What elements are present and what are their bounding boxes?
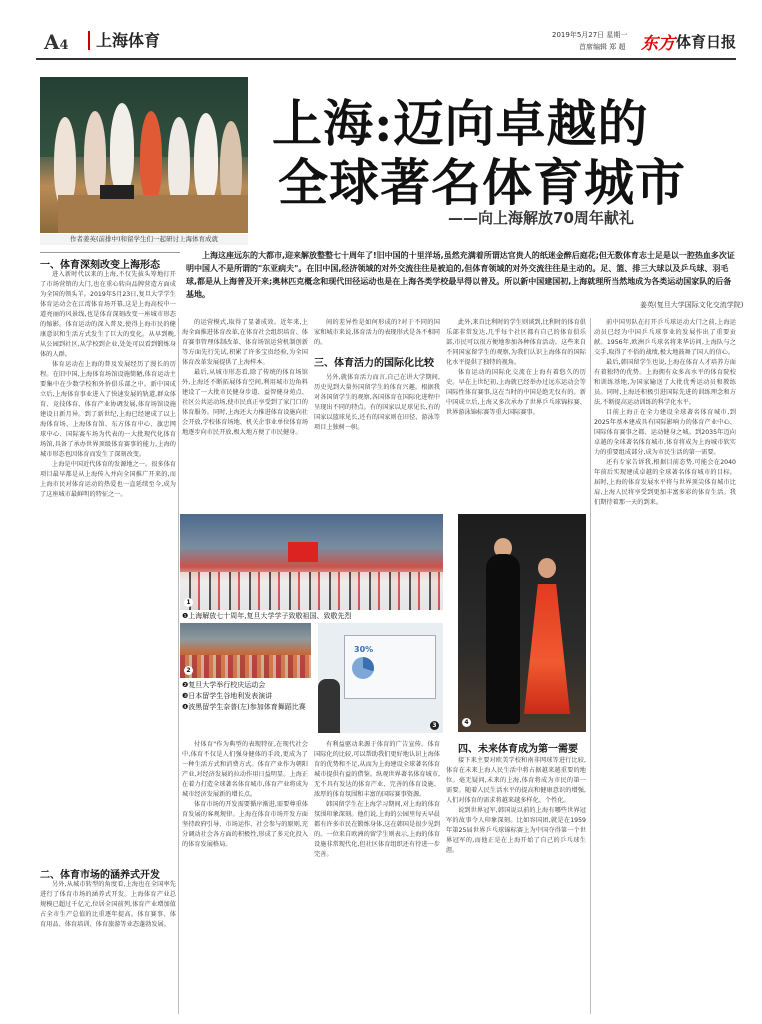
issue-date: 2019年5月27日 星期一 [552, 31, 628, 39]
paragraph: 另外,从城市转型的角度看,上海也在全国率先进行了体育市场的涵养式开发。上海体育产业总规模已超过千亿元,位居全国前列,体育产业增加值占全市生产总值的比重逐年提高。体育赛事、体育用品、体育培训、体育旅游等业态蓬勃发展。 [40, 881, 176, 928]
paragraph: 体育市场的开发需要循序渐进,需要尊重体育发展的客观规律。上海在体育市场开发方面坚持政府引导、市场运作、社会参与的原则,充分调动社会各方面的积极性,形成了多元化投入的体育发展格局。 [182, 801, 308, 848]
column-rule [178, 318, 179, 1014]
paragraph: 前中国男队在打开乒乓球运动大门之前,上海运动员已经为中国乒乓球事业的发展作出了重要贡献。1956年,欧洲乒乓球名将来华访问,上海队与之交手,取得了不俗的战绩,极大地鼓舞了国人的信心。 [594, 319, 736, 356]
photo-caption-4: 波黑留学生奈普(左)参加体育舞蹈比赛 [188, 703, 306, 711]
paragraph: 目前上海正在全力建设全球著名体育城市,到2025年基本建成具有国际影响力的体育产业中心、国际体育赛事之都、运动健身之城。到2035年迈向卓越的全球著名体育城市,体育将成为上海城市软实力的重要组成部分,成为市民生活的第一需要。 [594, 409, 736, 456]
paragraph: 最后,韩国留学生也说,上海在体育人才培养方面有着独特的优势。上海拥有众多高水平的体育院校和训练基地,为国家输送了大批优秀运动员和教练员。同时,上海还积极引进国际先进的训练理念和方法,不断提高运动训练的科学化水平。 [594, 359, 736, 406]
photo-number-badge: 2 [184, 666, 193, 675]
section-title: 上海体育 [88, 31, 160, 50]
photo-captions: ❷复旦大学举行校庆运动会 ❸日本留学生谷地利发表演讲 ❹波黑留学生奈普(左)参加体育舞蹈比赛 [182, 681, 306, 711]
article-column-4 [446, 318, 586, 508]
article-column-3b [314, 740, 440, 1014]
paragraph: 还有专家告诉我,根据目前态势,可能会在2040年前后实现建成卓越的全球著名体育城市的目标。届时,上海的体育发展水平将与世界顶尖体育城市比肩,上海人民将享受到更加丰富多彩的体育生活。我们期待着那一天的到来。 [594, 459, 736, 506]
hero-photo [40, 77, 248, 233]
photo-sports-meet [180, 623, 311, 678]
author-byline: 姜英(复旦大学国际文化交流学院) [640, 301, 744, 309]
paragraph: 进入新时代以来的上海,不仅先拔头筹地打开了市场营销的大门,也在重心转向品牌营造方面成为全国的领头羊。2019年5月23日,复旦大学学生体育运动会在江湾体育场开幕,这是上海高校中一道亮丽的风景线,也是体育深刻改变一座城市形态的缩影。体育运动的深入普及,使得上海市民的健康意识和生活方式发生了巨大的变化。从早到晚,从公园到社区,从学校到企业,处处可以看到锻炼身体的人群。 [40, 271, 176, 358]
photo-caption-2: 复旦大学举行校庆运动会 [188, 681, 266, 689]
column-rule [590, 318, 591, 1014]
article-column-5 [594, 318, 736, 1014]
headline-line-2: 全球著名体育城市 [278, 153, 686, 212]
photo-students-tribute [180, 514, 443, 610]
photo-student-speech: 30% 3 [318, 623, 443, 733]
paragraph: 另外,就体育活力而言,自己在讲大学期间,历史见到大量外国留学生的体育兴趣。根据我对各国留学生的观察,各国体育在国际化进程中呈现出不同的特点。有的国家以足球见长,有的国家以篮球见长,还有的国家则在田径、游泳等项目上独树一帜。 [314, 374, 440, 431]
photo-number-badge: 1 [184, 598, 193, 607]
page-number: A4 [44, 30, 69, 54]
editor-credit: 首席编辑 郑 超 [579, 43, 626, 51]
headline-line-1: 上海:迈向卓越的 [272, 94, 649, 153]
photo-caption-3: 日本留学生谷地利发表演讲 [188, 692, 273, 700]
photo-number-badge: 4 [462, 718, 471, 727]
paragraph: 的运营模式,取得了显著成效。近年来,上海全面推进体育改革,在体育社会组织培育、体育赛事管理体制改革、体育场馆运营机制创新等方面先行先试,积累了许多宝贵经验,为全国体育改革发展提供了上海样本。 [182, 319, 308, 366]
article-column-3 [314, 318, 440, 508]
paragraph: 体育运动在上海的普及发展经历了漫长的历程。在旧中国,上海体育场馆设施简陋,体育运动主要集中在少数学校和外侨俱乐部之中。新中国成立后,上海体育事业进入了快速发展的轨道,群众体育、竞技体育、体育产业协调发展,体育场馆设施建设日新月异。到了新世纪,上海已经建成了以上海体育场、上海体育馆、东方体育中心、旗忠网球中心、国际赛车场为代表的一大批现代化体育场馆,具备了承办世界顶级体育赛事的能力,上海的城市形态也因体育而发生了深刻改变。 [40, 361, 176, 458]
photo-number-badge: ❶ [182, 612, 189, 620]
photo-dancesport [458, 514, 586, 732]
section-heading-1: 一、体育深刻改变上海形态 [40, 260, 160, 271]
article-column-2b [182, 740, 308, 1014]
article-column-1b [40, 880, 176, 1014]
paragraph: 体育运动的国际化交流在上海有着悠久的历史。早在上世纪初,上海就已经举办过远东运动会等国际性体育赛事,这在当时的中国是绝无仅有的。新中国成立后,上海又多次承办了世界乒乓球锦标赛、世界游泳锦标赛等重大国际赛事。 [446, 369, 586, 416]
headline-subtitle: ——向上海解放70周年献礼 [448, 209, 634, 227]
paragraph: 有利益驱动来源于体育的广告宣传。体育国际化的比较,可以帮助我们更好地认识上海体育的优势和不足,从而为上海建设全球著名体育城市提供有益的借鉴。纵观世界著名体育城市,无不具有发达的体育产业、完善的体育设施、浓厚的体育氛围和丰富的国际赛事资源。 [314, 741, 440, 798]
photo-caption-1: ❶上海解放七十周年,复旦大学学子致敬祖国、致敬先烈 [182, 612, 352, 620]
paragraph: 最后,从城市形态看,除了传统的体育场馆外,上海还不断拓展体育空间,利用城市边角料建设了一大批市民健身步道、益智健身苑点、社区公共运动场,使市民真正享受到了家门口的体育服务。同时,上海还大力推进体育设施向社会开放,学校体育场地、机关企事业单位体育场地逐步向市民开放,极大地方便了市民健身。 [182, 369, 308, 436]
paragraph: 接下来主要对欧美学校和南非网球等进行比较,体育在未来上海人民生活中将占据越来越重要的地位。毫无疑问,未来的上海,体育将成为市民的第一需要。随着人民生活水平的提高和健康意识的增强,人们对体育的需求将越来越多样化、个性化。 [446, 757, 586, 804]
section-heading-2: 二、体育市场的涵养式开发 [40, 870, 160, 881]
section-heading-3: 三、体育活力的国际化比较 [314, 358, 434, 369]
divider [40, 252, 180, 253]
section-heading-4: 四、未来体育成为第一需要 [458, 744, 578, 755]
article-column-4b [446, 756, 586, 1014]
paragraph: 韩国留学生在上海学习期间,对上海的体育氛围印象深刻。他们说,上海的公园里每天早晨都有许多市民在锻炼身体,这在韩国是很少见到的。一位来自欧洲的留学生则表示,上海的体育设施非常现代化,但社区体育组织还有待进一步完善。 [314, 801, 440, 858]
header-rule [36, 58, 736, 60]
paragraph: 付体育"作为典型的表现特征,在现代社会中,体育不仅是人们强身健体的手段,更成为了一种生活方式和消费方式。体育产业作为朝阳产业,对经济发展的拉动作用日益明显。上海正在着力打造全球著名体育城市,体育产业将成为城市经济发展新的增长点。 [182, 741, 308, 798]
paragraph: 此外,来自比利时的学生则谈到,比利时的体育俱乐部非常发达,几乎每个社区都有自己的体育俱乐部,市民可以很方便地参加各种体育活动。这些来自不同国家留学生的观察,为我们认识上海体育的国际化水平提供了独特的视角。 [446, 319, 586, 366]
lead-paragraph: 上海这座远东的大都市,迎来解放整整七十周年了!旧中国的十里洋场,虽然充满着所谓达官贵人的纸迷金醉后庭花;但无数体育志士足是以一腔热血多次证明中国人不是所谓的"东亚病夫"。在旧中国,经济领域的对外交流往往是被迫的,但体育领域的对外交流往往是主动的。足、篮、排三大球以及乒乓球、羽毛球,都是从上海普及开来;奥林匹克概念和现代田径运动也是在上海各类学校最早得以普及。所以新中国建国初,上海就理所当然地成为各类运动国家队的后备基地。 [186, 251, 735, 299]
hero-photo-caption: 作者姜英(前排中)和留学生们一起研讨上海体育成就 [40, 234, 248, 245]
article-column-2 [182, 318, 308, 508]
paragraph: 上海是中国近代体育的发源地之一。很多体育项目最早都是从上海传入并向全国推广开来的,而上海市民对体育运动的热爱也一直延续至今,成为了这座城市最鲜明的特征之一。 [40, 461, 176, 498]
photo-number-badge: 3 [430, 721, 439, 730]
paragraph: 间的差异性是如何形成的?对于不同的国家和城市来说,体育活力的表现形式是各不相同的。 [314, 319, 440, 346]
paragraph: 说到世界冠军,韩国说以前的上海有哪些世界冠军的故事令人印象深刻。比如容国团,就是在1959年第25届世界乒乓球锦标赛上为中国夺得第一个世界冠军的,而他正是在上海开始了自己的乒乓球生涯。 [446, 807, 586, 854]
newspaper-logo: 东方 体育日报 [641, 32, 737, 54]
article-column-1 [40, 270, 176, 830]
